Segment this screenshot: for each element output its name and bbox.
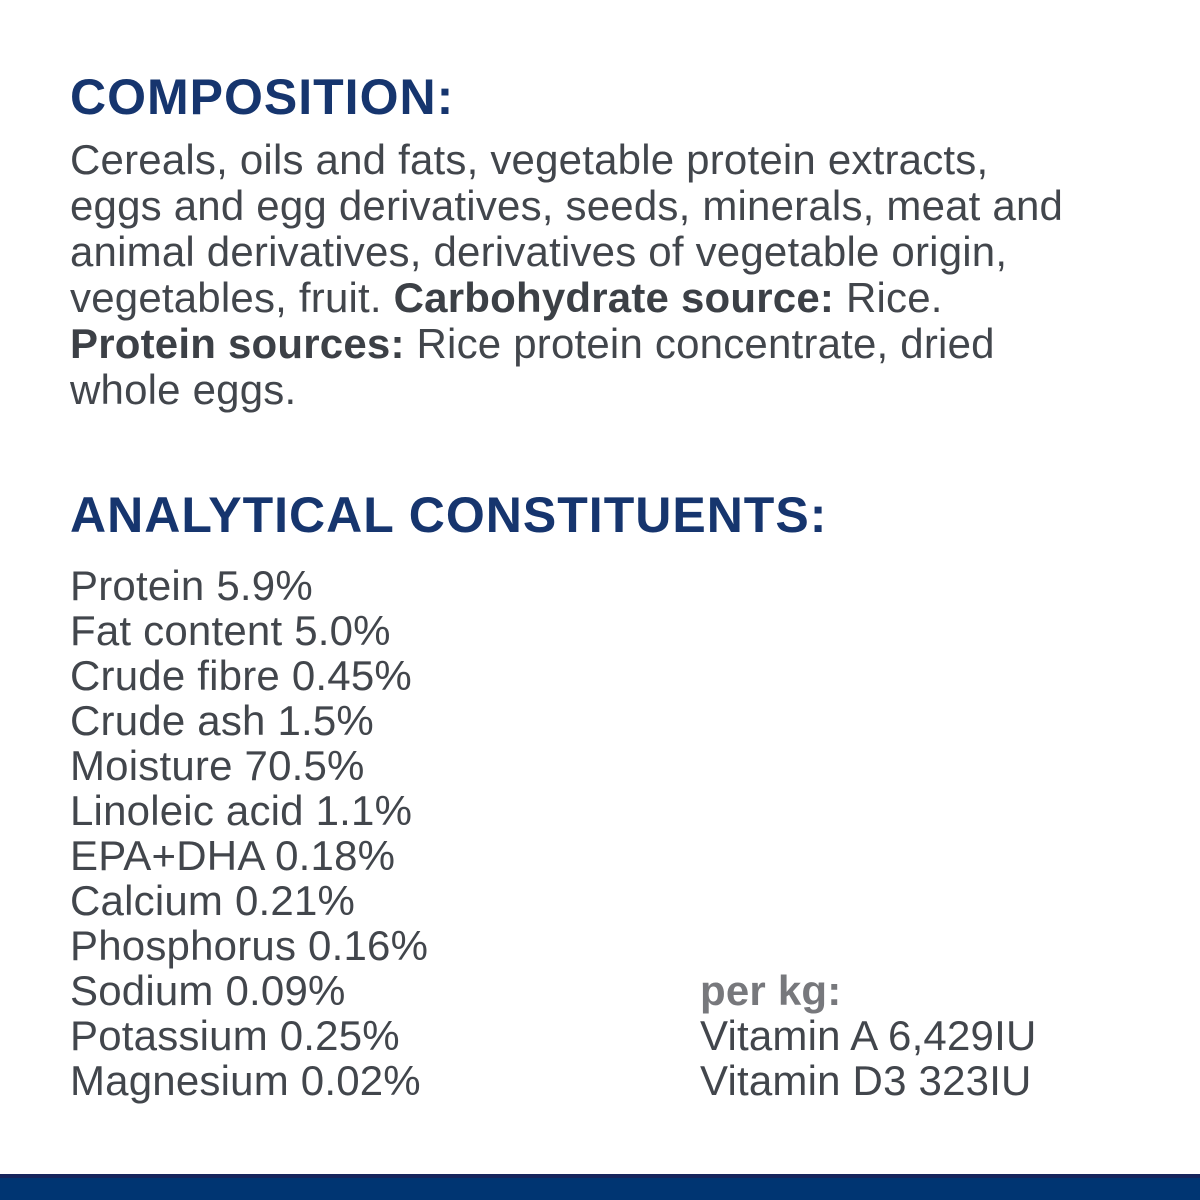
paragraph-line xyxy=(70,183,1150,229)
text-segment: Rice protein concentrate, dried xyxy=(404,320,995,367)
text-segment: whole eggs. xyxy=(70,366,297,413)
constituent-item: EPA+DHA 0.18% xyxy=(70,832,396,879)
text-segment: vegetables, fruit. xyxy=(70,274,394,321)
constituent-item: Magnesium 0.02% xyxy=(70,1057,421,1104)
constituent-item: Fat content 5.0% xyxy=(70,607,391,654)
paragraph-line xyxy=(70,275,1150,321)
paragraph-line xyxy=(70,137,1150,183)
composition-paragraph xyxy=(70,137,1150,413)
constituent-item: Potassium 0.25% xyxy=(70,1012,400,1059)
constituent-item: Linoleic acid 1.1% xyxy=(70,787,413,834)
constituent-item: Sodium 0.09% xyxy=(70,967,346,1014)
constituent-item: Crude fibre 0.45% xyxy=(70,652,412,699)
constituent-item: Protein 5.9% xyxy=(70,562,313,609)
text-segment: animal derivatives, derivatives of vegetable origin, xyxy=(70,228,1008,275)
text-segment: eggs and egg derivatives, seeds, minerals, meat and xyxy=(70,182,1064,229)
vitamin-item: Vitamin D3 323IU xyxy=(700,1057,1032,1104)
analytical-constituents-heading: ANALYTICAL CONSTITUENTS: xyxy=(70,487,828,543)
constituent-item: Crude ash 1.5% xyxy=(70,697,374,744)
constituent-item: Phosphorus 0.16% xyxy=(70,922,429,969)
analytical-constituents-list xyxy=(70,563,428,1103)
constituent-item: Moisture 70.5% xyxy=(70,742,365,789)
composition-heading: COMPOSITION: xyxy=(70,69,455,125)
paragraph-line xyxy=(70,229,1150,275)
paragraph-line xyxy=(70,367,1150,413)
per-kg-block xyxy=(700,968,1037,1103)
per-kg-heading: per kg: xyxy=(700,967,842,1014)
bold-text-segment: Carbohydrate source: xyxy=(393,274,835,321)
bold-text-segment: Protein sources: xyxy=(70,320,405,367)
text-segment: Cereals, oils and fats, vegetable protein extracts, xyxy=(70,136,989,183)
constituent-item: Calcium 0.21% xyxy=(70,877,356,924)
paragraph-line xyxy=(70,321,1150,367)
text-segment: Rice. xyxy=(834,274,943,321)
vitamin-item: Vitamin A 6,429IU xyxy=(700,1012,1037,1059)
per-kg-items xyxy=(700,1013,1037,1103)
footer-bar xyxy=(0,1178,1200,1200)
